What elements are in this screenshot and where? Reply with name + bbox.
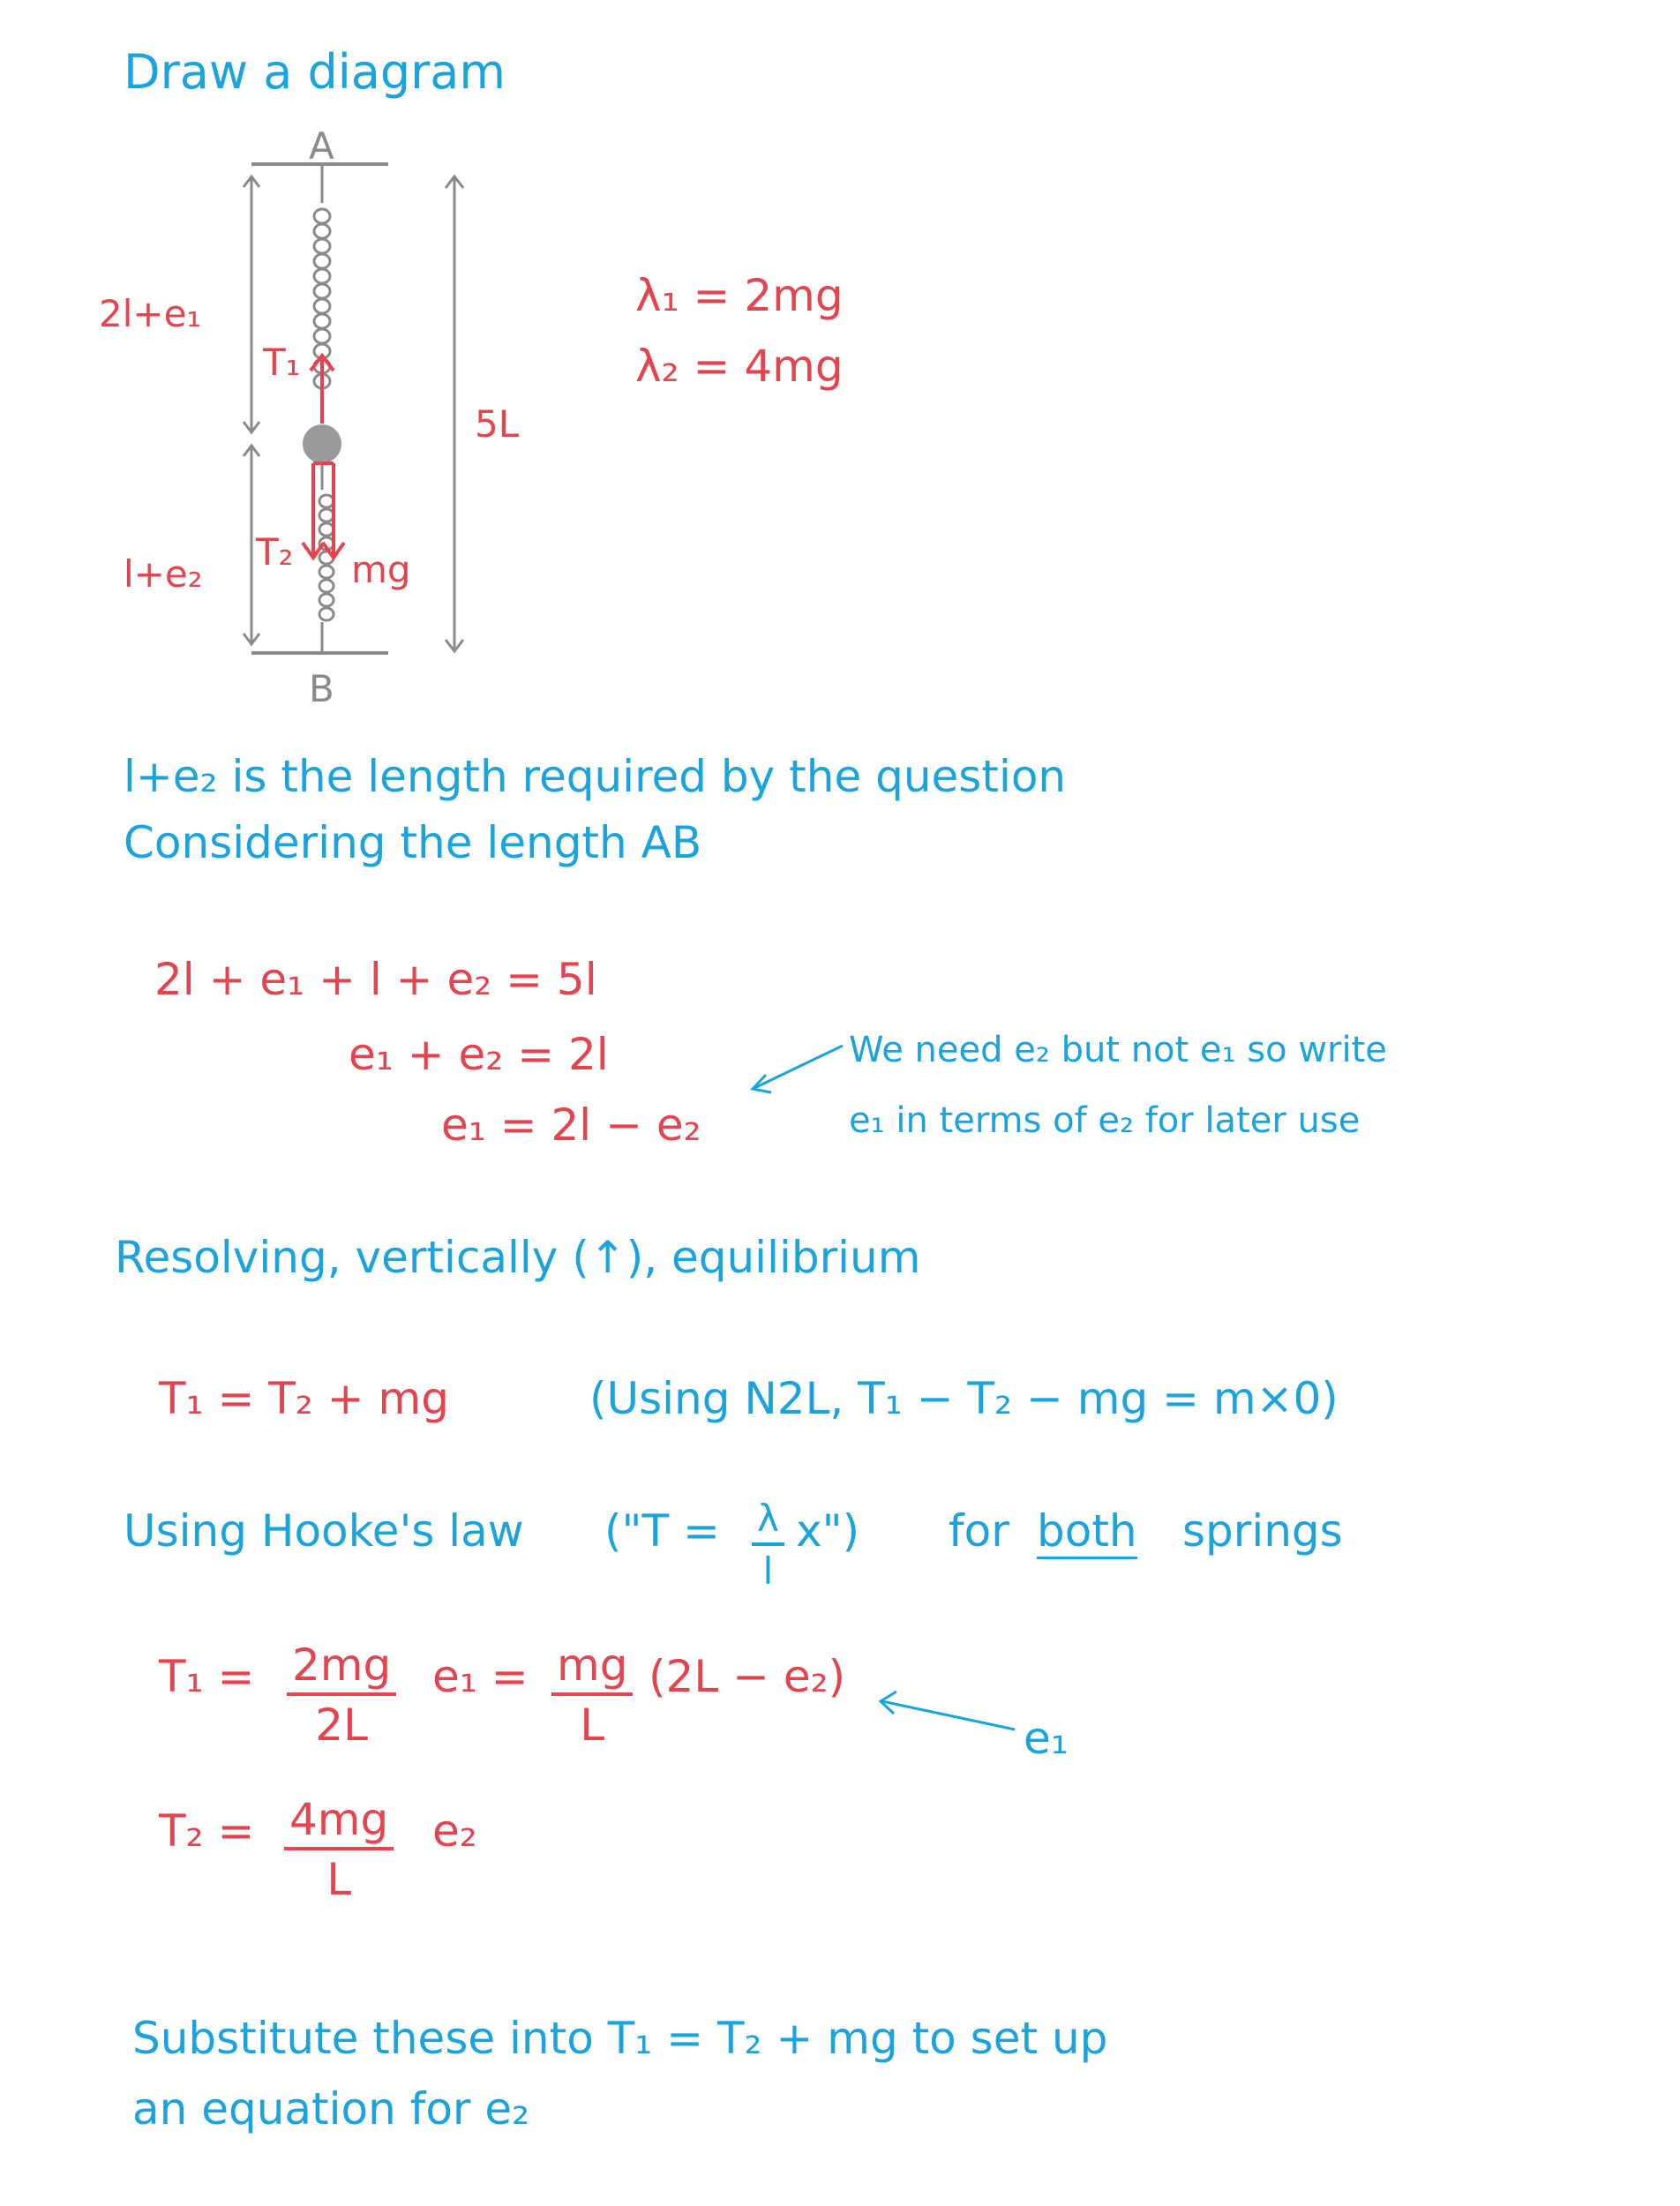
lambda1: λ₁ = 2mg (635, 270, 844, 321)
t1-eq-den1: 2L (315, 1700, 368, 1751)
note-need-e2: We need e₂ but not e₁ so write (849, 1030, 1387, 1070)
explain-considering-ab: Considering the length AB (124, 817, 702, 868)
hooke-fraction (752, 1497, 784, 1593)
t1-eq-e1-label: e₁ (1024, 1713, 1069, 1764)
eq-length-line3: e₁ = 2l − e₂ (441, 1099, 701, 1151)
t1-eq-rhs: (2L − e₂) (649, 1651, 846, 1702)
label-lower-length: l+e₂ (124, 552, 203, 596)
t1-eq-num2: mg (551, 1643, 633, 1696)
eq-length-line1: 2l + e₁ + l + e₂ = 5l (154, 954, 597, 1005)
t1-eq-lhs: T₁ = (159, 1651, 255, 1702)
resolve-heading: Resolving, vertically (↑), equilibrium (115, 1232, 921, 1283)
t2-eq-fraction (284, 1794, 394, 1905)
lambda2: λ₂ = 4mg (635, 341, 844, 392)
label-t1: T₁ (263, 341, 301, 384)
hooke-prefix: Using Hooke's law (124, 1505, 524, 1557)
explain-length-required: l+e₂ is the length required by the question (124, 751, 1067, 802)
lower-spring (319, 463, 334, 653)
final-equation-e2: an equation for e₂ (132, 2083, 530, 2135)
note-arrow (753, 1046, 843, 1092)
hooke-formula-open: ("T = (604, 1505, 720, 1557)
t1-eq-num1: 2mg (287, 1643, 396, 1696)
final-substitute: Substitute these into T₁ = T₂ + mg to set up (132, 2013, 1108, 2064)
hooke-springs: springs (1182, 1505, 1343, 1557)
hooke-for: for (949, 1505, 1009, 1557)
heading-draw-diagram: Draw a diagram (124, 44, 506, 100)
t1-eq-fraction1 (287, 1639, 396, 1751)
total-dimension-arrow (446, 176, 463, 651)
t1-eq-fraction2 (551, 1639, 633, 1751)
t2-eq-rhs: e₂ (432, 1805, 477, 1857)
resolve-equation: T₁ = T₂ + mg (159, 1373, 449, 1424)
label-upper-length: 2l+e₁ (99, 292, 202, 335)
t2-eq-den: L (326, 1854, 352, 1905)
hooke-formula-close: x") (796, 1505, 860, 1557)
label-point-a: A (309, 124, 334, 168)
particle (303, 424, 341, 463)
t1-eq-mid: e₁ = (432, 1651, 529, 1702)
label-weight: mg (351, 548, 411, 591)
eq-length-line2: e₁ + e₂ = 2l (349, 1029, 609, 1080)
t1-arrow (311, 356, 334, 424)
hooke-fraction-den: l (762, 1549, 774, 1593)
t1-eq-den2: L (580, 1700, 605, 1751)
label-total-length: 5L (475, 402, 520, 446)
t2-eq-num: 4mg (284, 1797, 394, 1850)
hooke-both: both (1037, 1509, 1137, 1559)
upper-dimension-arrow (244, 176, 259, 432)
e1-label-arrow (881, 1692, 1015, 1730)
hooke-fraction-num: λ (752, 1500, 784, 1546)
resolve-note-n2l: (Using N2L, T₁ − T₂ − mg = m×0) (589, 1373, 1339, 1424)
t2-eq-lhs: T₂ = (159, 1805, 255, 1857)
label-t2: T₂ (256, 530, 294, 574)
label-point-b: B (309, 667, 334, 710)
note-terms-e2: e₁ in terms of e₂ for later use (849, 1100, 1361, 1141)
